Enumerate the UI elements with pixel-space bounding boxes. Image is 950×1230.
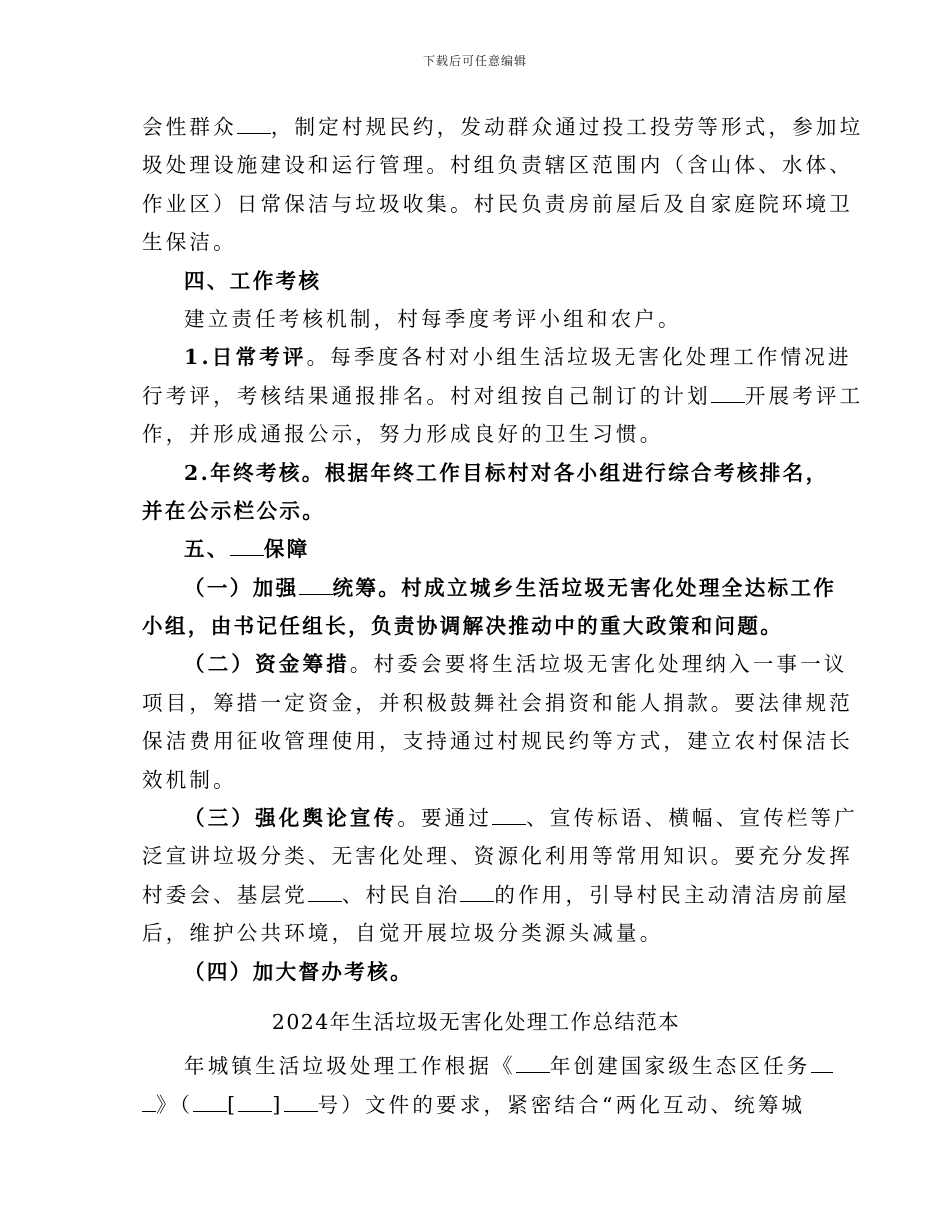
text-line: 年城镇生活垃圾处理工作根据《 年创建国家级生态区任务 — [142, 1047, 810, 1085]
blank-underline — [492, 810, 526, 825]
blank-underline — [142, 1097, 156, 1112]
text-line: 生保洁。 — [142, 230, 237, 255]
blank-underline — [230, 541, 264, 556]
text-line: 》（ [ ] 号）文件的要求，紧密结合“两化互动、统筹城 — [142, 1086, 810, 1124]
blank-underline — [299, 580, 333, 595]
blank-underline — [308, 887, 342, 902]
text-line: （一）加强 统筹。村成立城乡生活垃圾无害化处理全达标工作 — [184, 575, 837, 600]
text-line: 效机制。 — [142, 767, 237, 792]
text-line: 保洁费用征收管理使用，支持通过村规民约等方式，建立农村保洁长 — [142, 729, 853, 754]
blank-underline — [516, 1058, 550, 1073]
text-line: 圾处理设施建设和运行管理。村组负责辖区范围内（含山体、水体、 — [142, 153, 853, 178]
text-line: 作，并形成通报公示，努力形成良好的卫生习惯。 — [142, 422, 664, 447]
text-line: 村委会、基层党 、村民自治 的作用，引导村民主动清洁房前屋 — [142, 882, 850, 907]
item-lead: （三）强化舆论宣传 — [184, 806, 398, 831]
text-line: 行考评，考核结果通报排名。村对组按自己制订的计划 开展考评工 — [142, 383, 864, 408]
text-line: 1.日常考评。每季度各村对小组生活垃圾无害化处理工作情况进 — [184, 345, 852, 370]
page-header: 下载后可任意编辑 — [422, 54, 527, 68]
text-line: 项目，筹措一定资金，并积极鼓舞社会捐资和能人捐款。要法律规范 — [142, 690, 853, 715]
text-line: （三）强化舆论宣传。要通过 、宣传标语、横幅、宣传栏等广 — [184, 806, 858, 831]
text-line: （四）加大督办考核。 — [184, 959, 413, 984]
blank-underline — [193, 1097, 227, 1112]
text-line: 作业区）日常保洁与垃圾收集。村民负责房前屋后及自家庭院环境卫 — [142, 191, 853, 216]
document-body — [142, 108, 864, 1124]
blank-underline — [237, 119, 271, 134]
text-line: 小组，由书记任组长，负责协调解决推动中的重大政策和问题。 — [142, 614, 784, 639]
item-lead: （二）资金筹措 — [184, 652, 350, 677]
document-title: 2024年生活垃圾无害化处理工作总结范本 — [271, 1009, 681, 1034]
text-line: 泛宣讲垃圾分类、无害化处理、资源化利用等常用知识。要充分发挥 — [142, 844, 853, 869]
text-line: （二）资金筹措。村委会要将生活垃圾无害化处理纳入一事一议 — [184, 652, 848, 677]
section-heading: 五、 保障 — [184, 537, 310, 562]
blank-underline — [238, 1097, 272, 1112]
text-line: 建立责任考核机制，村每季度考评小组和农户。 — [184, 306, 682, 331]
section-heading: 四、工作考核 — [184, 268, 322, 293]
text-line: 并在公示栏公示。 — [142, 498, 326, 523]
blank-underline — [711, 388, 745, 403]
text-line: 后，维护公共环境，自觉开展垃圾分类源头减量。 — [142, 921, 664, 946]
blank-underline — [460, 887, 494, 902]
item-lead: 1.日常考评 — [184, 345, 307, 370]
text-line: 2.年终考核。根据年终工作目标村对各小组进行综合考核排名， — [184, 460, 829, 485]
blank-underline — [284, 1097, 318, 1112]
blank-underline — [811, 1058, 833, 1073]
text-line: 会性群众 ，制定村规民约，发动群众通过投工投劳等形式，参加垃 — [142, 115, 864, 139]
